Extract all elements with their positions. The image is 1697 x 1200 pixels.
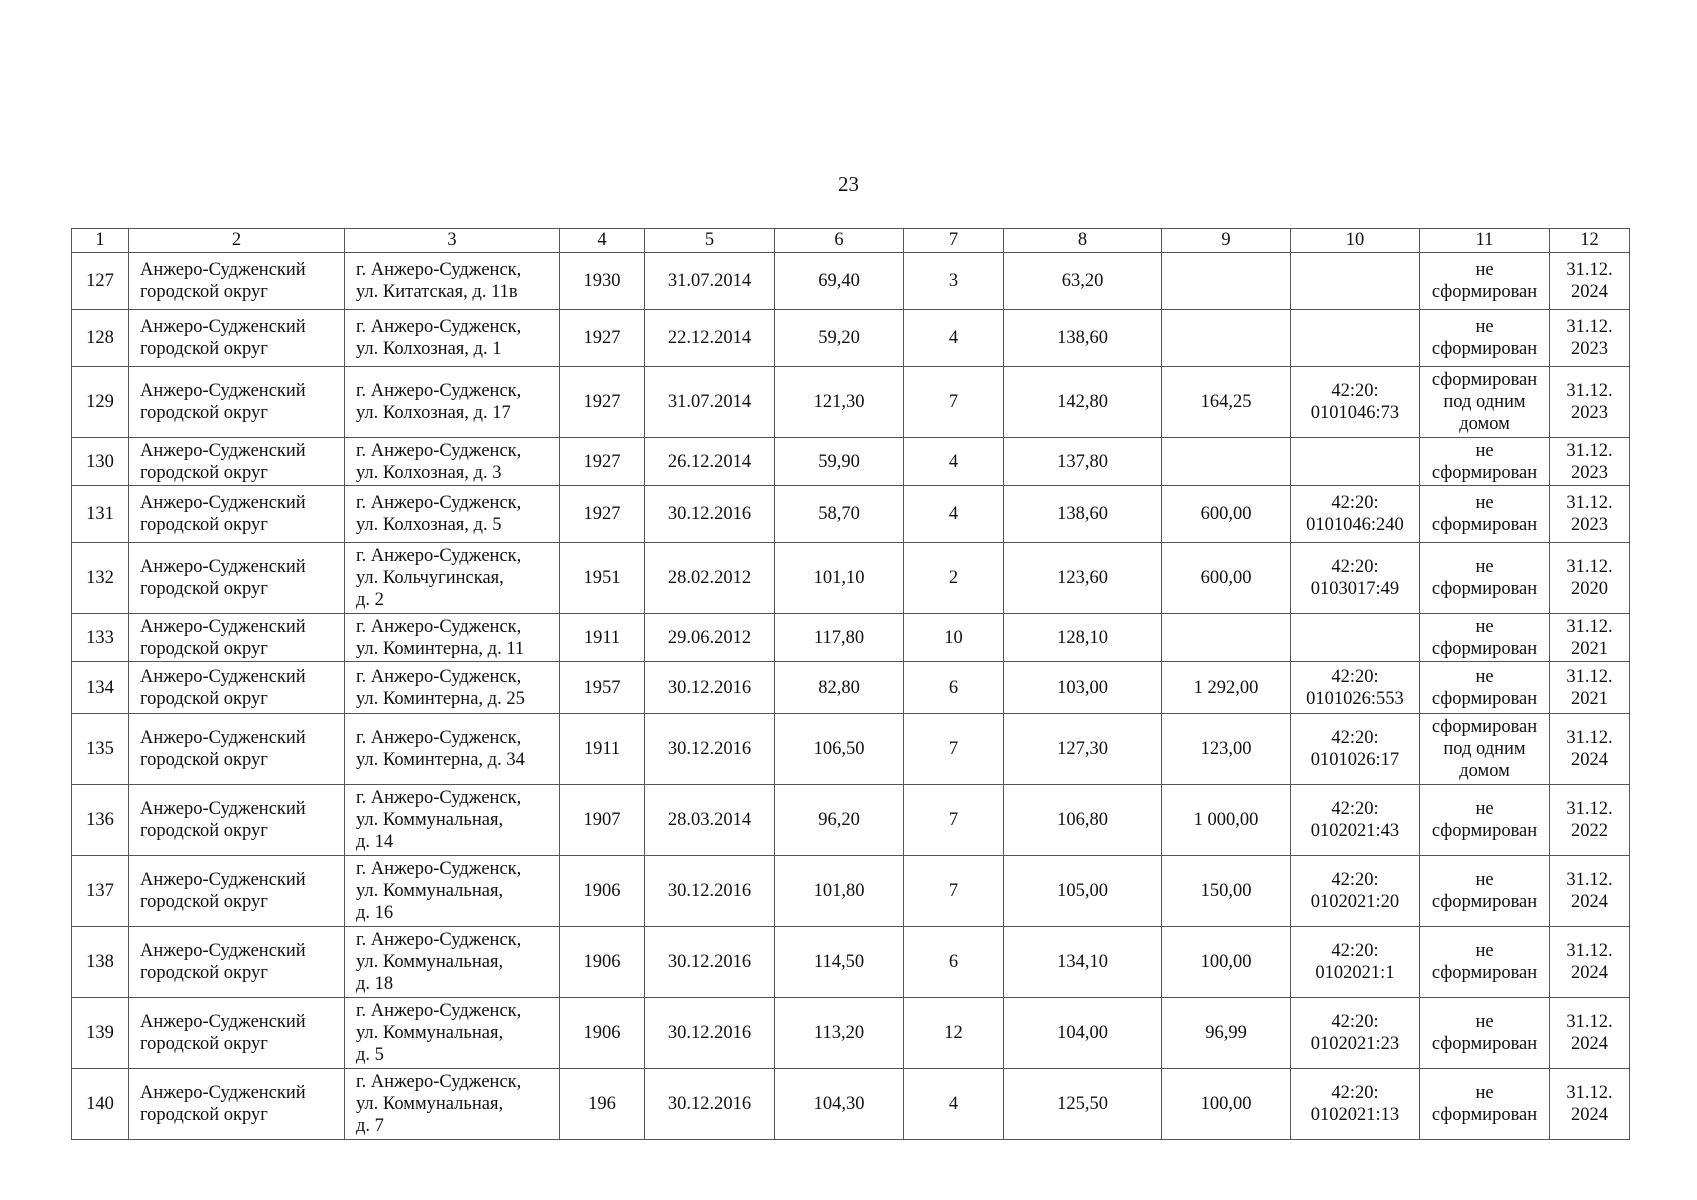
year-cell: 196 xyxy=(560,1069,645,1140)
row-number-cell: 136 xyxy=(72,785,129,856)
column-9-cell xyxy=(1162,438,1291,486)
row-number-cell: 134 xyxy=(72,662,129,714)
deadline-cell: 31.12. 2024 xyxy=(1550,253,1630,310)
cadastral-number-cell: 42:20: 0102021:20 xyxy=(1291,856,1420,927)
land-status-cell: не сформирован xyxy=(1420,998,1550,1069)
column-8-cell: 142,80 xyxy=(1004,367,1162,438)
table-row xyxy=(72,253,1630,310)
year-cell: 1907 xyxy=(560,785,645,856)
table-row xyxy=(72,1069,1630,1140)
date-cell: 30.12.2016 xyxy=(645,486,775,543)
column-6-cell: 59,20 xyxy=(775,310,904,367)
column-7-cell: 3 xyxy=(904,253,1004,310)
cadastral-number-cell xyxy=(1291,614,1420,662)
column-7-cell: 7 xyxy=(904,367,1004,438)
column-header: 9 xyxy=(1162,229,1291,253)
row-number-cell: 138 xyxy=(72,927,129,998)
column-7-cell: 4 xyxy=(904,438,1004,486)
column-8-cell: 128,10 xyxy=(1004,614,1162,662)
district-cell: Анжеро-Судженский городской округ xyxy=(129,662,345,714)
table-row xyxy=(72,614,1630,662)
land-status-cell: сформирован под одним домом xyxy=(1420,714,1550,785)
district-cell: Анжеро-Судженский городской округ xyxy=(129,486,345,543)
deadline-cell: 31.12. 2024 xyxy=(1550,927,1630,998)
table-row xyxy=(72,785,1630,856)
date-cell: 30.12.2016 xyxy=(645,856,775,927)
column-9-cell xyxy=(1162,614,1291,662)
column-6-cell: 117,80 xyxy=(775,614,904,662)
column-7-cell: 7 xyxy=(904,856,1004,927)
column-header: 2 xyxy=(129,229,345,253)
registry-table xyxy=(71,228,1630,1140)
table-row xyxy=(72,714,1630,785)
district-cell: Анжеро-Судженский городской округ xyxy=(129,367,345,438)
deadline-cell: 31.12. 2024 xyxy=(1550,856,1630,927)
column-7-cell: 4 xyxy=(904,310,1004,367)
address-cell: г. Анжеро-Судженск, ул. Коммунальная, д. 7 xyxy=(345,1069,560,1140)
column-6-cell: 58,70 xyxy=(775,486,904,543)
cadastral-number-cell: 42:20: 0102021:13 xyxy=(1291,1069,1420,1140)
column-header: 12 xyxy=(1550,229,1630,253)
table-row xyxy=(72,486,1630,543)
land-status-cell: не сформирован xyxy=(1420,927,1550,998)
cadastral-number-cell: 42:20: 0101026:17 xyxy=(1291,714,1420,785)
page-number: 23 xyxy=(838,172,859,196)
address-cell: г. Анжеро-Судженск, ул. Колхозная, д. 17 xyxy=(345,367,560,438)
district-cell: Анжеро-Судженский городской округ xyxy=(129,438,345,486)
row-number-cell: 130 xyxy=(72,438,129,486)
column-9-cell: 96,99 xyxy=(1162,998,1291,1069)
column-8-cell: 138,60 xyxy=(1004,486,1162,543)
date-cell: 28.02.2012 xyxy=(645,543,775,614)
column-7-cell: 6 xyxy=(904,927,1004,998)
district-cell: Анжеро-Судженский городской округ xyxy=(129,927,345,998)
year-cell: 1951 xyxy=(560,543,645,614)
address-cell: г. Анжеро-Судженск, ул. Колхозная, д. 5 xyxy=(345,486,560,543)
cadastral-number-cell: 42:20: 0102021:1 xyxy=(1291,927,1420,998)
column-7-cell: 12 xyxy=(904,998,1004,1069)
year-cell: 1927 xyxy=(560,310,645,367)
column-9-cell xyxy=(1162,310,1291,367)
column-6-cell: 113,20 xyxy=(775,998,904,1069)
column-header: 11 xyxy=(1420,229,1550,253)
column-8-cell: 104,00 xyxy=(1004,998,1162,1069)
date-cell: 29.06.2012 xyxy=(645,614,775,662)
row-number-cell: 128 xyxy=(72,310,129,367)
land-status-cell: не сформирован xyxy=(1420,614,1550,662)
column-7-cell: 7 xyxy=(904,714,1004,785)
land-status-cell: не сформирован xyxy=(1420,253,1550,310)
cadastral-number-cell xyxy=(1291,310,1420,367)
deadline-cell: 31.12. 2021 xyxy=(1550,614,1630,662)
table-row xyxy=(72,856,1630,927)
date-cell: 30.12.2016 xyxy=(645,998,775,1069)
column-header: 3 xyxy=(345,229,560,253)
column-8-cell: 137,80 xyxy=(1004,438,1162,486)
address-cell: г. Анжеро-Судженск, ул. Коммунальная, д. 5 xyxy=(345,998,560,1069)
date-cell: 30.12.2016 xyxy=(645,714,775,785)
column-7-cell: 6 xyxy=(904,662,1004,714)
column-7-cell: 2 xyxy=(904,543,1004,614)
deadline-cell: 31.12. 2020 xyxy=(1550,543,1630,614)
row-number-cell: 127 xyxy=(72,253,129,310)
date-cell: 30.12.2016 xyxy=(645,1069,775,1140)
row-number-cell: 140 xyxy=(72,1069,129,1140)
table-row xyxy=(72,927,1630,998)
column-6-cell: 114,50 xyxy=(775,927,904,998)
cadastral-number-cell: 42:20: 0101046:73 xyxy=(1291,367,1420,438)
column-9-cell: 1 292,00 xyxy=(1162,662,1291,714)
land-status-cell: не сформирован xyxy=(1420,543,1550,614)
table-row xyxy=(72,543,1630,614)
column-7-cell: 4 xyxy=(904,1069,1004,1140)
column-8-cell: 138,60 xyxy=(1004,310,1162,367)
district-cell: Анжеро-Судженский городской округ xyxy=(129,310,345,367)
table-row xyxy=(72,998,1630,1069)
deadline-cell: 31.12. 2022 xyxy=(1550,785,1630,856)
address-cell: г. Анжеро-Судженск, ул. Коммунальная, д. 14 xyxy=(345,785,560,856)
column-6-cell: 59,90 xyxy=(775,438,904,486)
column-9-cell: 100,00 xyxy=(1162,1069,1291,1140)
address-cell: г. Анжеро-Судженск, ул. Коммунальная, д. 16 xyxy=(345,856,560,927)
address-cell: г. Анжеро-Судженск, ул. Коммунальная, д. 18 xyxy=(345,927,560,998)
cadastral-number-cell xyxy=(1291,438,1420,486)
address-cell: г. Анжеро-Судженск, ул. Колхозная, д. 3 xyxy=(345,438,560,486)
column-9-cell: 150,00 xyxy=(1162,856,1291,927)
land-status-cell: не сформирован xyxy=(1420,1069,1550,1140)
column-6-cell: 82,80 xyxy=(775,662,904,714)
date-cell: 31.07.2014 xyxy=(645,253,775,310)
address-cell: г. Анжеро-Судженск, ул. Коминтерна, д. 11 xyxy=(345,614,560,662)
cadastral-number-cell: 42:20: 0101046:240 xyxy=(1291,486,1420,543)
deadline-cell: 31.12. 2023 xyxy=(1550,438,1630,486)
row-number-cell: 139 xyxy=(72,998,129,1069)
column-7-cell: 10 xyxy=(904,614,1004,662)
row-number-cell: 129 xyxy=(72,367,129,438)
district-cell: Анжеро-Судженский городской округ xyxy=(129,785,345,856)
column-9-cell: 164,25 xyxy=(1162,367,1291,438)
column-header: 10 xyxy=(1291,229,1420,253)
district-cell: Анжеро-Судженский городской округ xyxy=(129,998,345,1069)
column-9-cell: 123,00 xyxy=(1162,714,1291,785)
address-cell: г. Анжеро-Судженск, ул. Коминтерна, д. 25 xyxy=(345,662,560,714)
year-cell: 1927 xyxy=(560,486,645,543)
row-number-cell: 135 xyxy=(72,714,129,785)
column-header: 6 xyxy=(775,229,904,253)
year-cell: 1930 xyxy=(560,253,645,310)
year-cell: 1911 xyxy=(560,614,645,662)
column-header: 4 xyxy=(560,229,645,253)
address-cell: г. Анжеро-Судженск, ул. Китатская, д. 11в xyxy=(345,253,560,310)
year-cell: 1911 xyxy=(560,714,645,785)
land-status-cell: не сформирован xyxy=(1420,486,1550,543)
date-cell: 30.12.2016 xyxy=(645,927,775,998)
year-cell: 1906 xyxy=(560,998,645,1069)
district-cell: Анжеро-Судженский городской округ xyxy=(129,543,345,614)
column-6-cell: 106,50 xyxy=(775,714,904,785)
cadastral-number-cell xyxy=(1291,253,1420,310)
column-6-cell: 69,40 xyxy=(775,253,904,310)
address-cell: г. Анжеро-Судженск, ул. Кольчугинская, д. 2 xyxy=(345,543,560,614)
column-6-cell: 96,20 xyxy=(775,785,904,856)
row-number-cell: 131 xyxy=(72,486,129,543)
deadline-cell: 31.12. 2021 xyxy=(1550,662,1630,714)
deadline-cell: 31.12. 2024 xyxy=(1550,1069,1630,1140)
cadastral-number-cell: 42:20: 0103017:49 xyxy=(1291,543,1420,614)
column-9-cell: 100,00 xyxy=(1162,927,1291,998)
district-cell: Анжеро-Судженский городской округ xyxy=(129,614,345,662)
table-row xyxy=(72,438,1630,486)
deadline-cell: 31.12. 2023 xyxy=(1550,310,1630,367)
land-status-cell: не сформирован xyxy=(1420,438,1550,486)
land-status-cell: сформирован под одним домом xyxy=(1420,367,1550,438)
year-cell: 1957 xyxy=(560,662,645,714)
year-cell: 1927 xyxy=(560,367,645,438)
column-8-cell: 103,00 xyxy=(1004,662,1162,714)
column-8-cell: 63,20 xyxy=(1004,253,1162,310)
deadline-cell: 31.12. 2023 xyxy=(1550,367,1630,438)
row-number-cell: 132 xyxy=(72,543,129,614)
row-number-cell: 137 xyxy=(72,856,129,927)
column-header: 8 xyxy=(1004,229,1162,253)
table-row xyxy=(72,367,1630,438)
table-row xyxy=(72,310,1630,367)
year-cell: 1927 xyxy=(560,438,645,486)
column-6-cell: 104,30 xyxy=(775,1069,904,1140)
cadastral-number-cell: 42:20: 0101026:553 xyxy=(1291,662,1420,714)
date-cell: 31.07.2014 xyxy=(645,367,775,438)
column-6-cell: 101,80 xyxy=(775,856,904,927)
year-cell: 1906 xyxy=(560,927,645,998)
cadastral-number-cell: 42:20: 0102021:43 xyxy=(1291,785,1420,856)
column-header: 1 xyxy=(72,229,129,253)
date-cell: 26.12.2014 xyxy=(645,438,775,486)
column-8-cell: 106,80 xyxy=(1004,785,1162,856)
date-cell: 22.12.2014 xyxy=(645,310,775,367)
column-9-cell: 600,00 xyxy=(1162,486,1291,543)
district-cell: Анжеро-Судженский городской округ xyxy=(129,1069,345,1140)
column-9-cell: 1 000,00 xyxy=(1162,785,1291,856)
column-number-row xyxy=(72,229,1630,253)
column-8-cell: 134,10 xyxy=(1004,927,1162,998)
column-8-cell: 123,60 xyxy=(1004,543,1162,614)
column-6-cell: 101,10 xyxy=(775,543,904,614)
date-cell: 30.12.2016 xyxy=(645,662,775,714)
table-row xyxy=(72,662,1630,714)
land-status-cell: не сформирован xyxy=(1420,662,1550,714)
column-8-cell: 125,50 xyxy=(1004,1069,1162,1140)
column-header: 7 xyxy=(904,229,1004,253)
district-cell: Анжеро-Судженский городской округ xyxy=(129,253,345,310)
year-cell: 1906 xyxy=(560,856,645,927)
row-number-cell: 133 xyxy=(72,614,129,662)
land-status-cell: не сформирован xyxy=(1420,856,1550,927)
district-cell: Анжеро-Судженский городской округ xyxy=(129,714,345,785)
land-status-cell: не сформирован xyxy=(1420,785,1550,856)
address-cell: г. Анжеро-Судженск, ул. Коминтерна, д. 34 xyxy=(345,714,560,785)
land-status-cell: не сформирован xyxy=(1420,310,1550,367)
column-header: 5 xyxy=(645,229,775,253)
column-7-cell: 4 xyxy=(904,486,1004,543)
address-cell: г. Анжеро-Судженск, ул. Колхозная, д. 1 xyxy=(345,310,560,367)
column-6-cell: 121,30 xyxy=(775,367,904,438)
deadline-cell: 31.12. 2024 xyxy=(1550,998,1630,1069)
column-8-cell: 105,00 xyxy=(1004,856,1162,927)
column-9-cell xyxy=(1162,253,1291,310)
deadline-cell: 31.12. 2024 xyxy=(1550,714,1630,785)
column-8-cell: 127,30 xyxy=(1004,714,1162,785)
column-9-cell: 600,00 xyxy=(1162,543,1291,614)
deadline-cell: 31.12. 2023 xyxy=(1550,486,1630,543)
column-7-cell: 7 xyxy=(904,785,1004,856)
district-cell: Анжеро-Судженский городской округ xyxy=(129,856,345,927)
date-cell: 28.03.2014 xyxy=(645,785,775,856)
cadastral-number-cell: 42:20: 0102021:23 xyxy=(1291,998,1420,1069)
